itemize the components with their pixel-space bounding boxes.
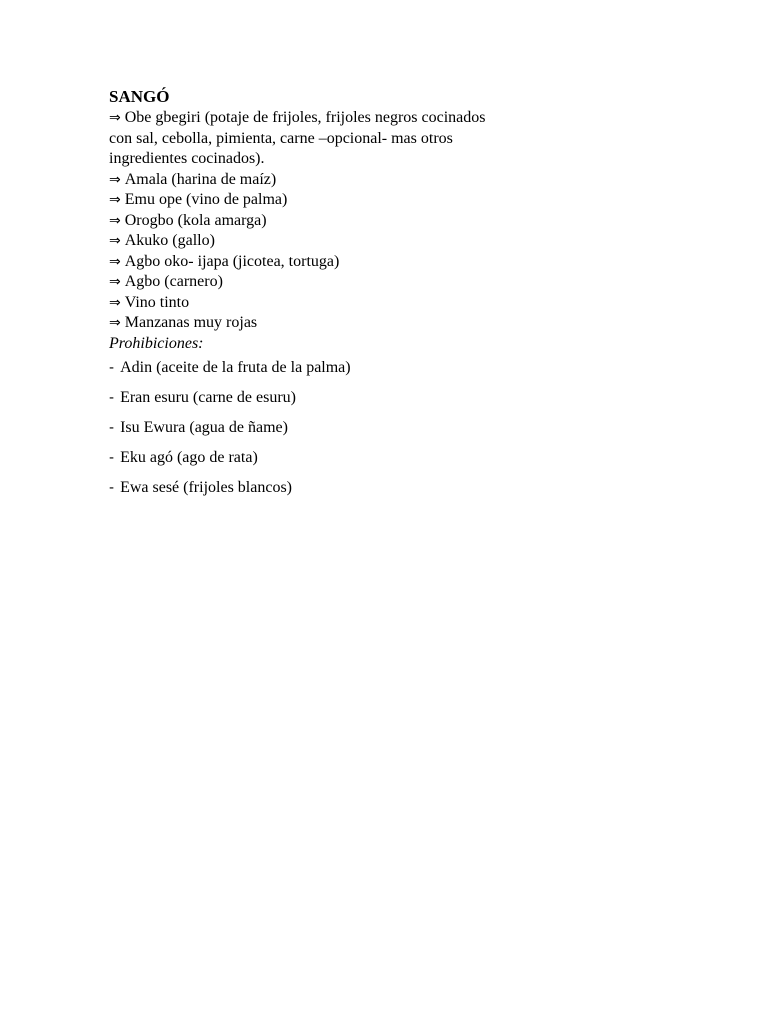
double-arrow-icon: ⇒ bbox=[109, 192, 121, 208]
double-arrow-icon: ⇒ bbox=[109, 315, 121, 331]
offerings-list bbox=[109, 108, 669, 334]
prohibition-text: Isu Ewura (agua de ñame) bbox=[120, 418, 288, 436]
dash-bullet-icon: - bbox=[109, 359, 115, 376]
double-arrow-icon: ⇒ bbox=[109, 233, 121, 249]
offering-item bbox=[109, 211, 669, 232]
offering-item bbox=[109, 252, 669, 273]
offering-item bbox=[109, 108, 669, 129]
prohibition-text: Ewa sesé (frijoles blancos) bbox=[120, 478, 292, 496]
offering-item bbox=[109, 313, 669, 334]
document-page bbox=[109, 86, 669, 508]
offering-item bbox=[109, 170, 669, 191]
double-arrow-icon: ⇒ bbox=[109, 171, 121, 188]
dash-bullet-icon: - bbox=[109, 389, 115, 406]
prohibitions-heading: Prohibiciones: bbox=[109, 334, 204, 352]
prohibition-item bbox=[109, 388, 669, 408]
offering-item bbox=[109, 231, 669, 252]
prohibition-item bbox=[109, 478, 669, 498]
offering-text: Amala (harina de maíz) bbox=[124, 170, 277, 188]
offering-item bbox=[109, 293, 669, 314]
prohibition-item bbox=[109, 448, 669, 468]
offering-text: Agbo (carnero) bbox=[124, 273, 223, 290]
offering-text: Orogbo (kola amarga) bbox=[124, 211, 267, 229]
offering-text: Akuko (gallo) bbox=[124, 232, 215, 249]
document-title: SANGÓ bbox=[109, 87, 170, 106]
offering-item bbox=[109, 190, 669, 211]
double-arrow-icon: ⇒ bbox=[109, 110, 121, 126]
prohibition-item bbox=[109, 418, 669, 438]
offering-continuation bbox=[109, 129, 669, 150]
offering-text: Emu ope (vino de palma) bbox=[124, 191, 288, 208]
dash-bullet-icon: - bbox=[109, 419, 115, 436]
offering-text: Obe gbegiri (potaje de frijoles, frijoles negros cocinados bbox=[124, 109, 486, 126]
prohibition-item bbox=[109, 358, 669, 378]
dash-bullet-icon: - bbox=[109, 479, 115, 496]
offering-text: ingredientes cocinados). bbox=[109, 150, 265, 167]
prohibition-text: Adin (aceite de la fruta de la palma) bbox=[120, 358, 351, 376]
offering-text: Manzanas muy rojas bbox=[124, 314, 258, 331]
double-arrow-icon: ⇒ bbox=[109, 212, 121, 229]
offering-text: Vino tinto bbox=[124, 293, 190, 311]
offering-item bbox=[109, 272, 669, 293]
offering-continuation bbox=[109, 149, 669, 170]
offering-text: con sal, cebolla, pimienta, carne –opcional- mas otros bbox=[109, 129, 453, 147]
offering-text: Agbo oko- ijapa (jicotea, tortuga) bbox=[124, 252, 340, 270]
double-arrow-icon: ⇒ bbox=[109, 294, 121, 311]
dash-bullet-icon: - bbox=[109, 449, 115, 466]
double-arrow-icon: ⇒ bbox=[109, 274, 121, 290]
prohibition-text: Eku agó (ago de rata) bbox=[120, 448, 258, 466]
prohibitions-list bbox=[109, 358, 669, 498]
double-arrow-icon: ⇒ bbox=[109, 253, 121, 270]
prohibition-text: Eran esuru (carne de esuru) bbox=[120, 388, 296, 406]
